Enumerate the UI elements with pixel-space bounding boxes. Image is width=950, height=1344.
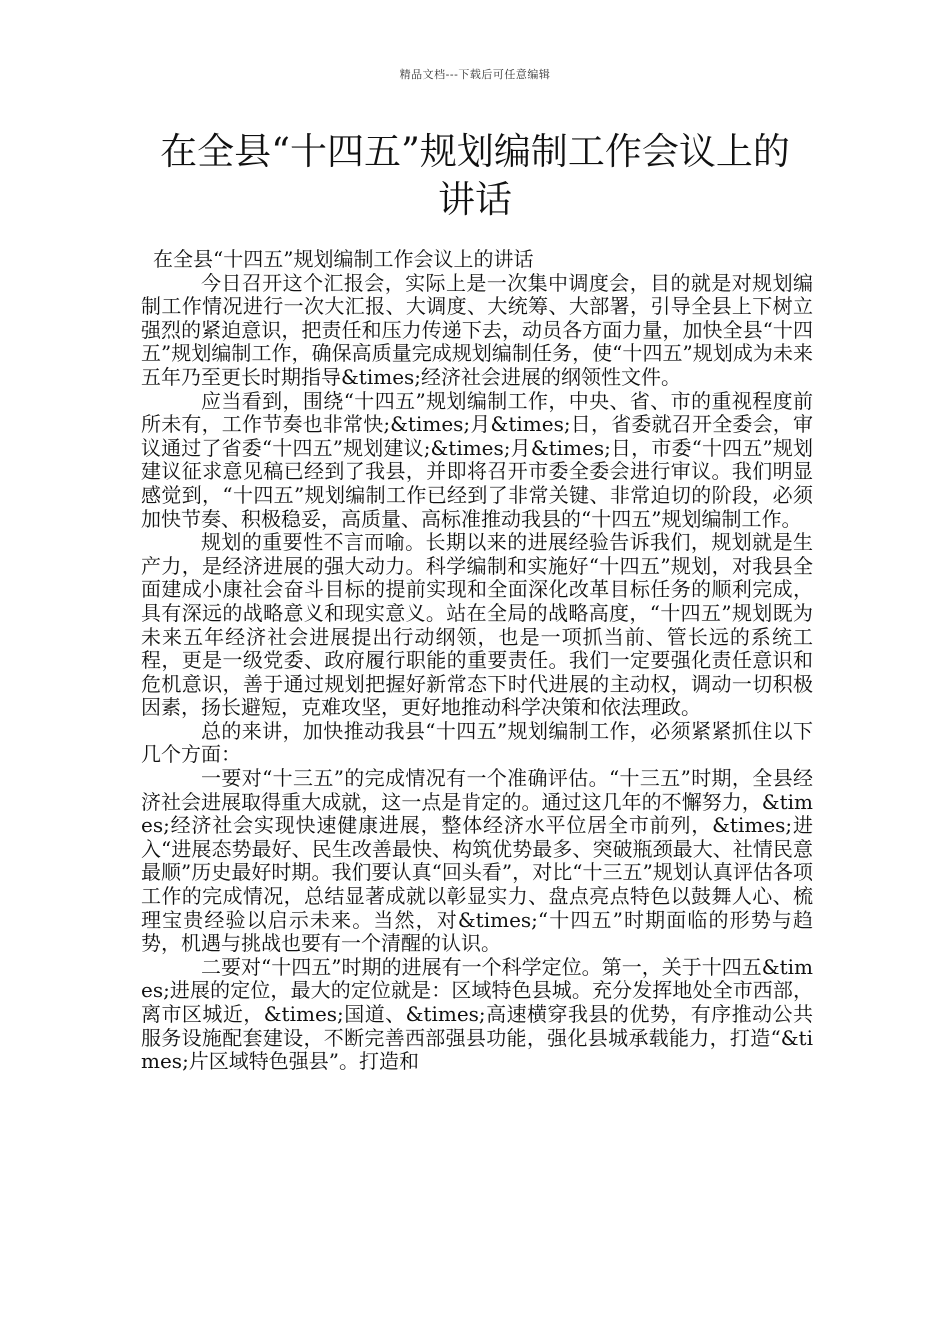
body-paragraph-4: 总的来讲，加快推动我县“十四五”规划编制工作，必须紧紧抓住以下几个方面： <box>141 718 813 767</box>
document-title-line-2: 讲话 <box>438 178 512 221</box>
body-paragraph-subtitle: 在全县“十四五”规划编制工作会议上的讲话 <box>153 247 534 271</box>
document-title <box>140 128 810 224</box>
body-paragraph-3: 规划的重要性不言而喻。长期以来的进展经验告诉我们，规划就是生产力，是经济进展的强大动力。科学编制和实施好“十四五”规划，对我县全面建成小康社会奋斗目标的提前实现和全面深化改革目标任务的顺利完成，具有深远的战略意义和现实意义。站在全局的战略高度，“十四五”规划既为未来五年经济社会进展提出行动纲领，也是一项抓当前、管长远的系统工程，更是一级党委、政府履行职能的重要责任。我们一定要强化责任意识和危机意识，善于通过规划把握好新常态下时代进展的主动权，调动一切积极因素，扬长避短，克难攻坚，更好地推动科学决策和依法理政。 <box>141 530 813 720</box>
document-title-line-1: 在全县“十四五”规划编制工作会议上的 <box>160 130 790 173</box>
body-paragraph-1: 今日召开这个汇报会，实际上是一次集中调度会，目的就是对规划编制工作情况进行一次大汇报、大调度、大统筹、大部署，引导全县上下树立强烈的紧迫意识，把责任和压力传递下去，动员各方面力量，加快全县“十四五”规划编制工作，确保高质量完成规划编制任务，使“十四五”规划成为未来五年乃至更长时期指导&times;经济社会进展的纲领性文件。 <box>141 270 813 389</box>
page-header-note: 精品文档---下载后可任意编辑 <box>399 68 551 81</box>
document-body <box>141 248 813 1074</box>
body-paragraph-6: 二要对“十四五”时期的进展有一个科学定位。第一，关于十四五&times;进展的定位，最大的定位就是：区域特色县城。充分发挥地处全市西部，离市区城近，&times;国道、&times;高速横穿我县的优势，有序推动公共服务设施配套建设，不断完善西部强县功能，强化县城承载能力，打造“&times;片区域特色强县”。打造和 <box>141 954 813 1074</box>
body-paragraph-5: 一要对“十三五”的完成情况有一个准确评估。“十三五”时期，全县经济社会进展取得重大成就，这一点是肯定的。通过这几年的不懈努力，&times;经济社会实现快速健康进展，整体经济水平位居全市前列，&times;进入“进展态势最好、民生改善最快、构筑优势最多、突破瓶颈最大、社情民意最顺”历史最好时期。我们要认真“回头看”，对比“十三五”规划认真评估各项工作的完成情况，总结显著成就以彰显实力、盘点亮点特色以鼓舞人心、梳理宝贵经验以启示未来。当然，对&times;“十四五”时期面临的形势与趋势，机遇与挑战也要有一个清醒的认识。 <box>141 766 813 956</box>
body-paragraph-2: 应当看到，围绕“十四五”规划编制工作，中央、省、市的重视程度前所未有，工作节奏也非常快;&times;月&times;日，省委就召开全委会，审议通过了省委“十四五”规划建议;&times;月&times;日，市委“十四五”规划建议征求意见稿已经到了我县，并即将召开市委全委会进行审议。我们明显感觉到，“十四五”规划编制工作已经到了非常关键、非常迫切的阶段，必须加快节奏、积极稳妥，高质量、高标准推动我县的“十四五”规划编制工作。 <box>141 388 813 531</box>
